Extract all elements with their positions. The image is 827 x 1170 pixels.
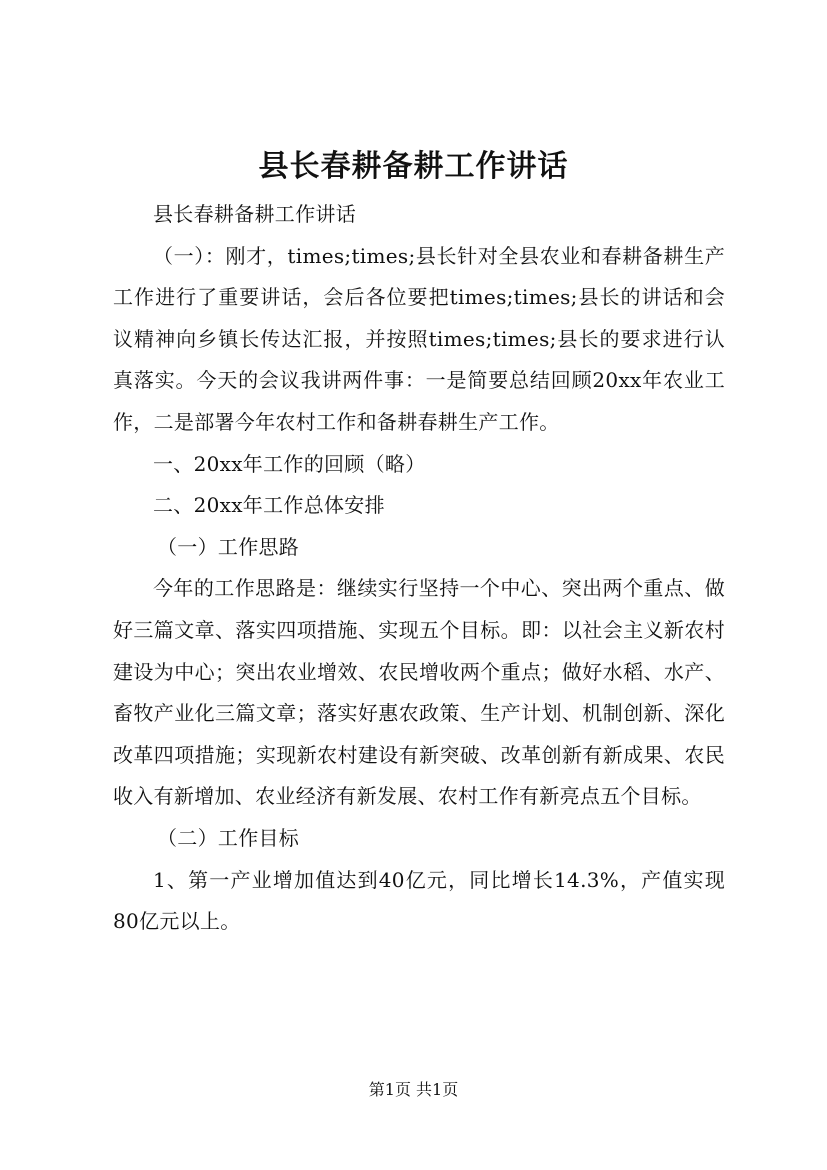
section-heading-arrangement: 二、20xx年工作总体安排	[153, 493, 385, 518]
paragraph-approach: 今年的工作思路是：继续实行坚持一个中心、突出两个重点、做好三篇文章、落实四项措施、实现五个目标。即：以社会主义新农村建设为中心；突出农业增效、农民增收两个重点；做好水稻、水产、畜牧产业化三篇文章；落实好惠农政策、生产计划、机制创新、深化改革四项措施；实现新农村建设有新突破、改革创新有新成果、农民收入有新增加、农业经济有新发展、农村工作有新亮点五个目标。	[113, 576, 725, 809]
subsection-heading-goals: （二）工作目标	[157, 825, 300, 850]
subsection-heading-approach: （一）工作思路	[157, 534, 300, 559]
document-title: 县长春耕备耕工作讲话	[258, 149, 569, 184]
paragraph-intro: （一）：刚才，times;times;县长针对全县农业和春耕备耕生产工作进行了重要讲话，会后各位要把times;times;县长的讲话和会议精神向乡镇长传达汇报，并按照times;times;县长的要求进行认真落实。今天的会议我讲两件事：一是简要总结回顾20xx年农业工作，二是部署今年农村工作和备耕春耕生产工作。	[113, 243, 725, 434]
document-body	[113, 194, 725, 943]
section-heading-review: 一、20xx年工作的回顾（略）	[153, 451, 426, 476]
paragraph-subtitle: 县长春耕备耕工作讲话	[153, 202, 356, 226]
page-footer: 第1页 共1页	[368, 1080, 459, 1099]
paragraph-goal-1: 1、第一产业增加值达到40亿元，同比增长14.3%，产值实现80亿元以上。	[113, 867, 725, 934]
